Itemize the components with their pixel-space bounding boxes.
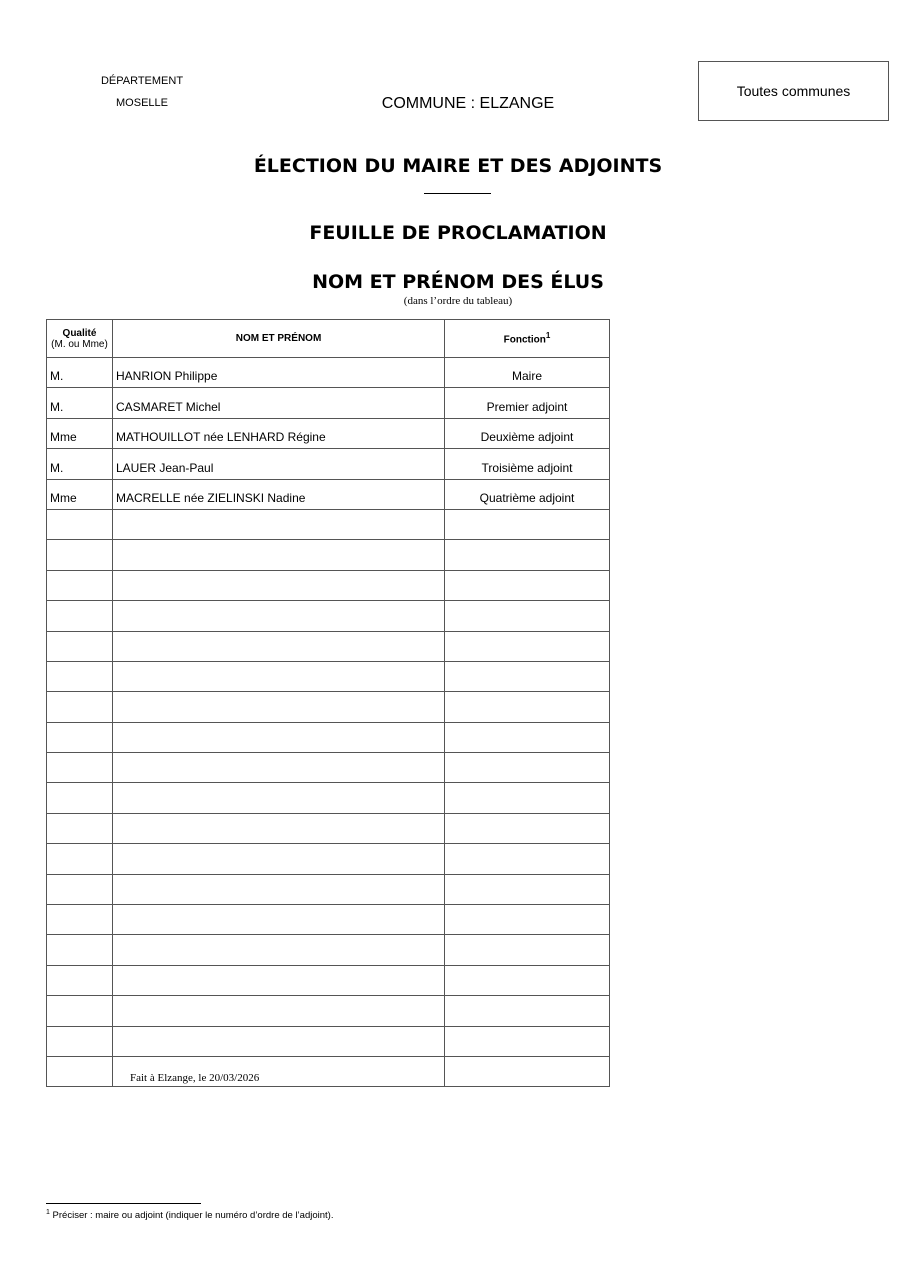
department-label: DÉPARTEMENT	[100, 75, 184, 87]
cell-fonction	[445, 631, 610, 661]
cell-qualite: Mme	[47, 418, 113, 448]
cell-qualite	[47, 1026, 113, 1056]
footnote-ref: 1	[545, 331, 551, 341]
table-row	[47, 996, 610, 1026]
cell-nom	[113, 965, 445, 995]
cell-fonction	[445, 1056, 610, 1086]
cell-qualite	[47, 540, 113, 570]
cell-nom: MACRELLE née ZIELINSKI Nadine	[113, 479, 445, 509]
cell-fonction	[445, 874, 610, 904]
cell-nom	[113, 905, 445, 935]
cell-fonction: Premier adjoint	[445, 388, 610, 418]
cell-nom	[113, 996, 445, 1026]
title-divider	[424, 193, 491, 194]
table-row	[47, 358, 610, 388]
cell-fonction	[445, 996, 610, 1026]
cell-nom	[113, 540, 445, 570]
cell-nom	[113, 874, 445, 904]
cell-fonction	[445, 813, 610, 843]
cell-qualite	[47, 601, 113, 631]
table-row	[47, 570, 610, 600]
elected-table	[46, 319, 610, 1087]
cell-qualite: M.	[47, 358, 113, 388]
cell-fonction	[445, 540, 610, 570]
table-body	[47, 358, 610, 1087]
cell-qualite	[47, 722, 113, 752]
cell-qualite: M.	[47, 449, 113, 479]
scope-box	[698, 61, 889, 121]
footnote-marker: 1	[46, 1209, 50, 1216]
table-row	[47, 661, 610, 691]
table-row	[47, 905, 610, 935]
table-row	[47, 1026, 610, 1056]
table-row	[47, 692, 610, 722]
cell-nom	[113, 935, 445, 965]
table-row	[47, 935, 610, 965]
cell-qualite	[47, 965, 113, 995]
page-title: ÉLECTION DU MAIRE ET DES ADJOINTS	[253, 155, 663, 177]
table-row	[47, 601, 610, 631]
cell-qualite	[47, 935, 113, 965]
header-qualite	[47, 320, 113, 358]
commune-name: COMMUNE : ELZANGE	[381, 95, 555, 112]
header-qualite-label: Qualité	[62, 327, 97, 339]
cell-fonction: Maire	[445, 358, 610, 388]
table-row	[47, 753, 610, 783]
cell-nom	[113, 1026, 445, 1056]
cell-nom	[113, 570, 445, 600]
cell-qualite	[47, 844, 113, 874]
cell-nom	[113, 692, 445, 722]
cell-nom	[113, 661, 445, 691]
cell-nom	[113, 722, 445, 752]
cell-fonction	[445, 509, 610, 539]
table-row	[47, 874, 610, 904]
table-row	[47, 813, 610, 843]
table-row	[47, 783, 610, 813]
header-nom-label: NOM ET PRÉNOM	[235, 333, 322, 344]
cell-fonction: Quatrième adjoint	[445, 479, 610, 509]
table-row	[47, 388, 610, 418]
table-header-row	[47, 320, 610, 358]
cell-qualite	[47, 509, 113, 539]
cell-qualite	[47, 1056, 113, 1086]
footnote	[46, 1209, 333, 1221]
sheet-title: FEUILLE DE PROCLAMATION	[309, 222, 607, 244]
footnote-text: Préciser : maire ou adjoint (indiquer le numéro d’ordre de l’adjoint).	[52, 1210, 334, 1222]
table-row	[47, 479, 610, 509]
cell-qualite	[47, 570, 113, 600]
cell-nom	[113, 813, 445, 843]
header-qualite-sub: (M. ou Mme)	[51, 338, 108, 350]
signature-line: Fait à Elzange, le 20/03/2026	[130, 1072, 260, 1084]
cell-nom	[113, 631, 445, 661]
department-value: MOSELLE	[116, 97, 168, 109]
cell-fonction	[445, 935, 610, 965]
table-row	[47, 540, 610, 570]
cell-qualite	[47, 631, 113, 661]
table-row	[47, 844, 610, 874]
cell-fonction	[445, 965, 610, 995]
cell-nom: CASMARET Michel	[113, 388, 445, 418]
elected-title: NOM ET PRÉNOM DES ÉLUS	[312, 271, 604, 293]
cell-qualite	[47, 753, 113, 783]
scope-box-label: Toutes communes	[736, 83, 851, 99]
cell-nom	[113, 783, 445, 813]
cell-fonction: Troisième adjoint	[445, 449, 610, 479]
cell-fonction: Deuxième adjoint	[445, 418, 610, 448]
cell-nom: MATHOUILLOT née LENHARD Régine	[113, 418, 445, 448]
cell-nom	[113, 601, 445, 631]
table-row	[47, 449, 610, 479]
cell-qualite	[47, 783, 113, 813]
cell-qualite: M.	[47, 388, 113, 418]
cell-nom: HANRION Philippe	[113, 358, 445, 388]
footnote-divider	[46, 1203, 201, 1204]
cell-fonction	[445, 844, 610, 874]
cell-fonction	[445, 1026, 610, 1056]
cell-qualite	[47, 874, 113, 904]
cell-fonction	[445, 905, 610, 935]
cell-nom: LAUER Jean-Paul	[113, 449, 445, 479]
header-nom	[113, 320, 445, 358]
header-fonction-label: Fonction	[503, 334, 546, 346]
cell-fonction	[445, 601, 610, 631]
cell-qualite	[47, 661, 113, 691]
elected-subtitle: (dans l’ordre du tableau)	[403, 295, 513, 307]
table-row	[47, 631, 610, 661]
cell-fonction	[445, 692, 610, 722]
table-row	[47, 509, 610, 539]
cell-qualite: Mme	[47, 479, 113, 509]
header-fonction	[445, 320, 610, 358]
cell-fonction	[445, 570, 610, 600]
table-row	[47, 965, 610, 995]
table-row	[47, 418, 610, 448]
cell-qualite	[47, 996, 113, 1026]
cell-qualite	[47, 692, 113, 722]
table-row	[47, 722, 610, 752]
cell-nom	[113, 509, 445, 539]
cell-qualite	[47, 813, 113, 843]
cell-nom	[113, 753, 445, 783]
cell-fonction	[445, 661, 610, 691]
cell-fonction	[445, 722, 610, 752]
cell-fonction	[445, 753, 610, 783]
cell-qualite	[47, 905, 113, 935]
cell-nom	[113, 844, 445, 874]
cell-fonction	[445, 783, 610, 813]
